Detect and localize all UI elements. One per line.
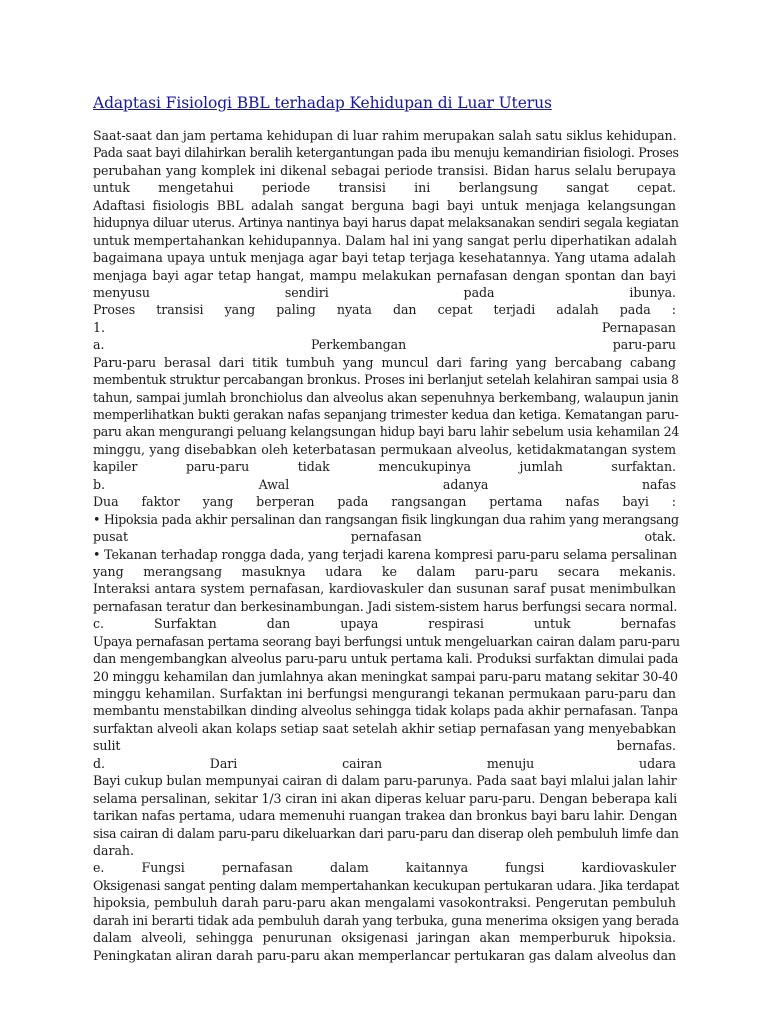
document-body — [93, 127, 680, 964]
text-line: bagaimana upaya untuk menjaga agar bayi tetap terjaga kesehatannya. Yang utama adalah — [93, 250, 676, 266]
text-line: memperlihatkan bukti gerakan nafas sepanjang trimester kedua dan ketiga. Kematangan paru- — [93, 407, 679, 422]
text-line: Interaksi antara system pernafasan, kardiovaskuler dan susunan saraf pusat menimbulkan — [93, 581, 676, 597]
text-line: Upaya pernafasan pertama seorang bayi berfungsi untuk mengeluarkan cairan dalam paru-paru — [93, 633, 680, 649]
text-line: kapiler paru-paru tidak mencukupinya jumlah surfaktan. — [93, 459, 676, 475]
text-line: b. Awal adanya nafas — [93, 476, 676, 492]
text-line: minggu kehamilan. Surfaktan ini berfungsi mengurangi tekanan permukaan paru-paru dan — [93, 686, 676, 701]
text-line: 20 minggu kehamilan dan jumlahnya akan meningkat sampai paru-paru matang sekitar 30-40 — [93, 668, 678, 684]
text-line: paru akan mengurangi peluang kelangsungan hidup bayi baru lahir sebelum usia kehamilan 24 — [93, 424, 680, 440]
text-line: Oksigenasi sangat penting dalam mempertahankan kecukupan pertukaran udara. Jika terdapat — [93, 877, 680, 893]
text-line: • Hipoksia pada akhir persalinan dan rangsangan fisik lingkungan dua rahim yang merangsang — [93, 511, 679, 527]
text-line: sisa cairan di dalam paru-paru dikeluarkan dari paru-paru dan diserap oleh pembuluh limfe dan — [93, 825, 679, 841]
text-line: membentuk struktur percabangan bronkus. Proses ini berlanjut setelah kelahiran sampai usia 8 — [93, 372, 679, 388]
text-line: pusat pernafasan otak. — [93, 529, 676, 545]
text-line: hidupnya diluar uterus. Artinya nantinya bayi harus dapat melaksanakan sendiri segala kegiatan — [93, 215, 679, 231]
text-line: surfaktan alveoli akan kolaps setiap saat setelah akhir setiap pernafasan yang menyebabkan — [93, 720, 677, 736]
text-line: 1. Pernapasan — [93, 319, 676, 335]
text-line: • Tekanan terhadap rongga dada, yang terjadi karena kompresi paru-paru selama persalinan — [93, 546, 678, 562]
text-line: a. Perkembangan paru-paru — [93, 337, 676, 353]
text-line: tarikan nafas pertama, udara memenuhi ruangan trakea dan bronkus bayi baru lahir. Dengan — [93, 808, 678, 824]
text-line: hipoksia, pembuluh darah paru-paru akan mengalami vasokontraksi. Pengerutan pembuluh — [93, 895, 676, 911]
text-line: Paru-paru berasal dari titik tumbuh yang muncul dari faring yang bercabang cabang — [93, 354, 676, 370]
text-line: selama persalinan, sekitar 1/3 ciran ini akan diperas keluar paru-paru. Dengan beberapa kali — [93, 790, 677, 806]
text-line: minggu, yang disebabkan oleh keterbatasan permukaan alveolus, ketidakmatangan system — [93, 441, 676, 457]
text-line: sulit bernafas. — [93, 738, 676, 754]
text-line: Pada saat bayi dilahirkan beralih ketergantungan pada ibu menuju kemandirian fisiologi. Proses — [93, 145, 679, 161]
text-line: menyusu sendiri pada ibunya. — [93, 284, 676, 300]
text-line: untuk mempertahankan kehidupannya. Dalam hal ini yang sangat perlu diperhatikan adalah — [93, 232, 677, 248]
text-line: Adaftasi fisiologis BBL adalah sangat berguna bagi bayi untuk menjaga kelangsungan — [93, 197, 676, 213]
text-line: Dua faktor yang berperan pada rangsangan pertama nafas bayi : — [93, 494, 676, 510]
document-title[interactable]: Adaptasi Fisiologi BBL terhadap Kehidupan di Luar Uterus — [93, 94, 552, 112]
text-line: dalam alveoli, sehingga penurunan oksigenasi jaringan akan memperburuk hipoksia. — [93, 930, 676, 946]
text-line: Peningkatan aliran darah paru-paru akan memperlancar pertukaran gas dalam alveolus dan — [93, 947, 677, 963]
text-line: menjaga bayi agar tetap hangat, mampu melakukan pernafasan dengan spontan dan bayi — [93, 267, 676, 283]
text-line: d. Dari cairan menuju udara — [93, 755, 676, 771]
text-line: Bayi cukup bulan mempunyai cairan di dalam paru-parunya. Pada saat bayi mlalui jalan lahir — [93, 773, 677, 789]
text-line: perubahan yang komplek ini dikenal sebagai periode transisi. Bidan harus selalu berupaya — [93, 162, 676, 178]
text-line: yang merangsang masuknya udara ke dalam paru-paru secara mekanis. — [93, 563, 676, 579]
text-line: untuk mengetahui periode transisi ini berlangsung sangat cepat. — [93, 180, 676, 196]
text-line: Saat-saat dan jam pertama kehidupan di luar rahim merupakan salah satu siklus kehidupan. — [93, 128, 677, 143]
text-line: darah. — [93, 842, 134, 858]
text-line: e. Fungsi pernafasan dalam kaitannya fungsi kardiovaskuler — [93, 860, 676, 876]
text-line: pernafasan teratur dan berkesinambungan. Jadi sistem-sistem harus berfungsi secara normal. — [93, 598, 678, 614]
text-line: dan mengembangkan alveolus paru-paru untuk pertama kali. Produksi surfaktan dimulai pada — [93, 651, 679, 667]
text-line: Proses transisi yang paling nyata dan cepat terjadi adalah pada : — [93, 302, 676, 318]
text-line: c. Surfaktan dan upaya respirasi untuk bernafas — [93, 616, 676, 632]
text-line: membantu menstabilkan dinding alveolus sehingga tidak kolaps pada akhir pernafasan. Tanpa — [93, 703, 679, 719]
text-line: darah ini berarti tidak ada pembuluh darah yang terbuka, guna menerima oksigen yang berada — [93, 912, 679, 928]
text-line: tahun, sampai jumlah bronchiolus dan alveolus akan sepenuhnya berkembang, walaupun janin — [93, 389, 679, 405]
